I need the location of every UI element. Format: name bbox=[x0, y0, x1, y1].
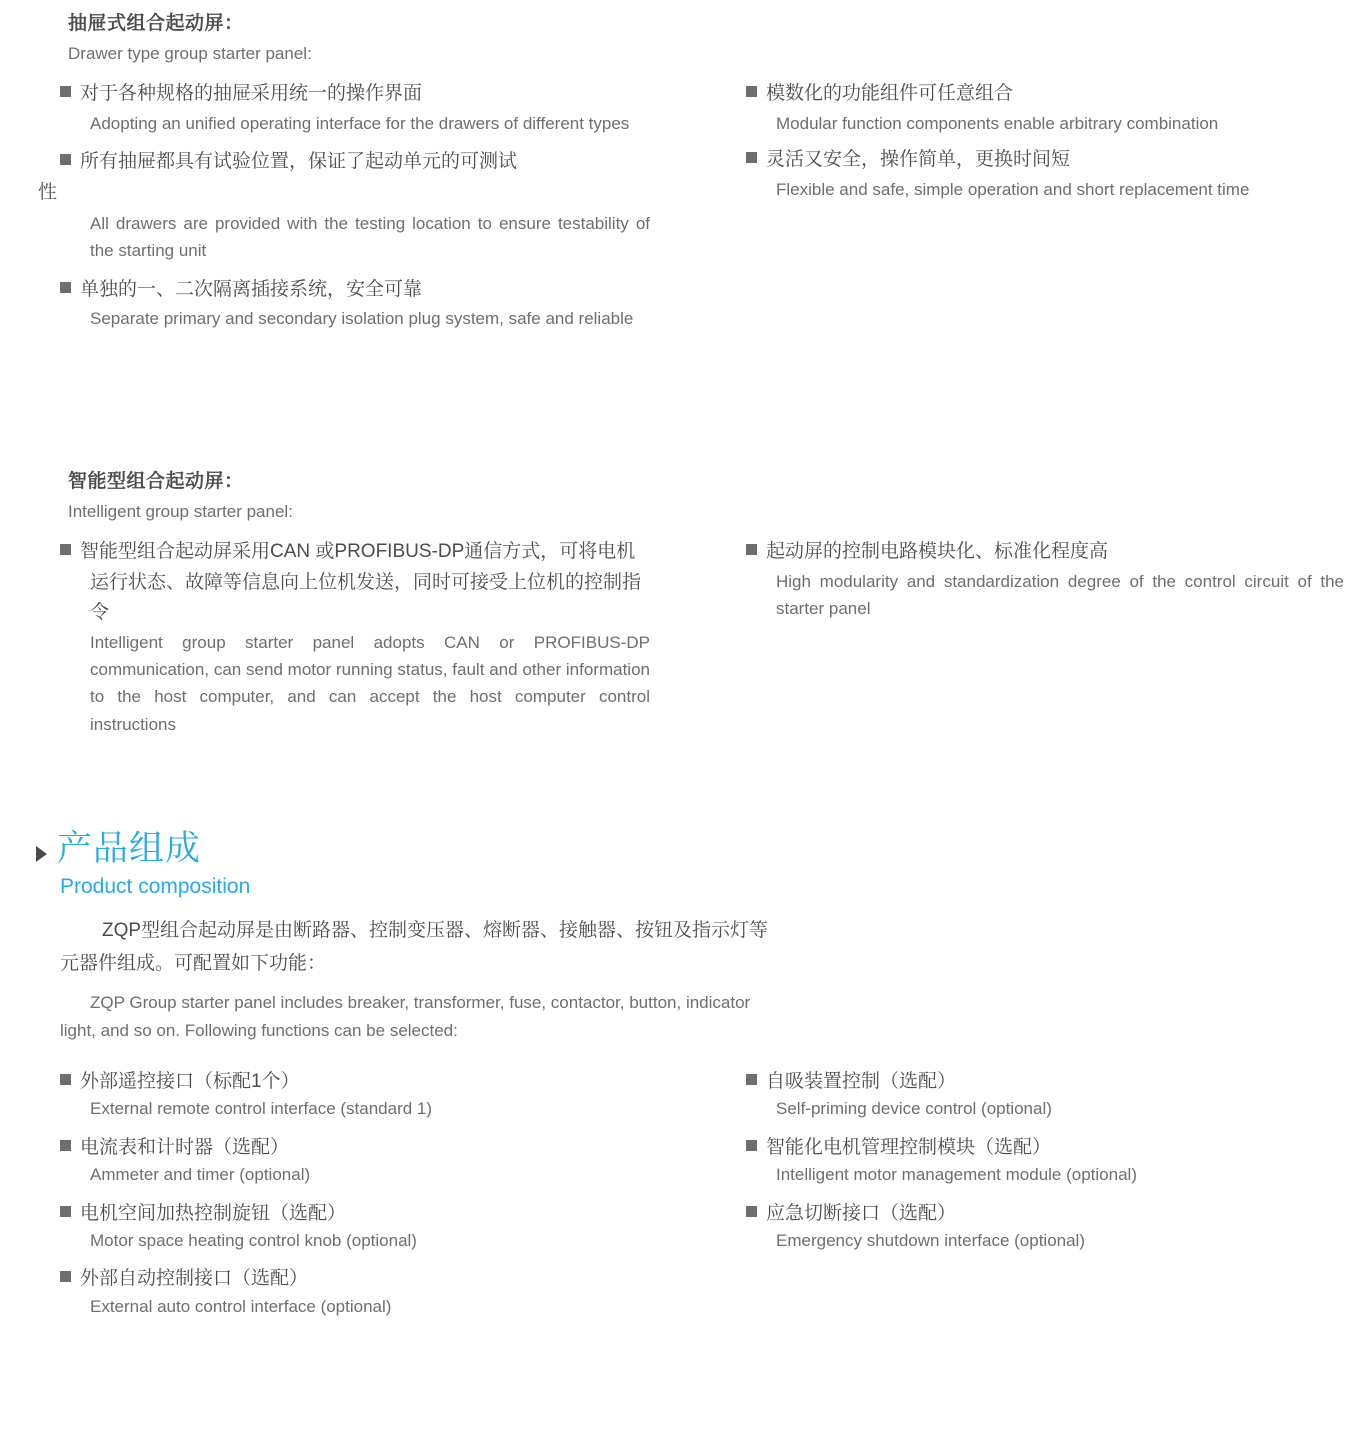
feature-left-4-en: External auto control interface (optional) bbox=[90, 1296, 392, 1316]
drawer-right-item-2 bbox=[746, 145, 1346, 203]
drawer-right-item-1-cn: 模数化的功能组件可任意组合 bbox=[766, 82, 1014, 104]
drawer-left-column bbox=[38, 79, 650, 337]
feature-right-1-en: Self-priming device control (optional) bbox=[776, 1099, 1052, 1119]
intelligent-right-item-1-cn-wrap bbox=[746, 537, 1346, 568]
feature-right-3-cn: 应急切断接口（选配） bbox=[766, 1202, 957, 1224]
feature-left-3-cn: 电机空间加热控制旋钮（选配） bbox=[80, 1202, 347, 1224]
drawer-left-item-1-cn-wrap bbox=[60, 79, 640, 110]
intelligent-heading-cn: 智能型组合起动屏： bbox=[68, 471, 244, 492]
bullet-square-icon bbox=[60, 544, 71, 555]
bullet-square-icon bbox=[60, 282, 71, 293]
bullet-square-icon bbox=[746, 1140, 757, 1151]
feature-left-2 bbox=[60, 1133, 660, 1189]
drawer-left-item-3-cn: 单独的一、二次隔离插接系统，安全可靠 bbox=[80, 278, 423, 300]
feature-right-2 bbox=[746, 1133, 1346, 1189]
drawer-right-column bbox=[746, 79, 1346, 207]
bullet-square-icon bbox=[60, 154, 71, 165]
feature-left-3 bbox=[60, 1199, 660, 1255]
intelligent-right-item-1 bbox=[746, 537, 1346, 622]
feature-left-4 bbox=[60, 1264, 660, 1320]
feature-right-3 bbox=[746, 1199, 1346, 1255]
intelligent-heading-en: Intelligent group starter panel: bbox=[68, 501, 293, 521]
intelligent-columns bbox=[60, 537, 1344, 787]
feature-left-4-cn-wrap bbox=[60, 1264, 660, 1293]
intelligent-left-item-1 bbox=[60, 537, 650, 738]
product-composition-section bbox=[36, 828, 1316, 1367]
feature-left-1-cn-wrap bbox=[60, 1067, 660, 1096]
drawer-right-item-1-cn-wrap bbox=[746, 79, 1346, 110]
drawer-left-item-1 bbox=[60, 79, 640, 137]
feature-left-1-cn: 外部遥控接口（标配1个） bbox=[80, 1070, 300, 1092]
feature-left-1-en: External remote control interface (standard 1) bbox=[90, 1099, 433, 1119]
bullet-square-icon bbox=[746, 1206, 757, 1217]
feature-right-1-cn-wrap bbox=[746, 1067, 1346, 1096]
product-features-columns bbox=[36, 1067, 1316, 1367]
drawer-left-item-2 bbox=[38, 147, 650, 265]
drawer-left-item-2-cn-wrap bbox=[60, 147, 640, 178]
drawer-left-item-1-cn: 对于各种规格的抽屉采用统一的操作界面 bbox=[80, 82, 423, 104]
intelligent-left-item-1-en: Intelligent group starter panel adopts CAN or PROFIBUS-DP communication, can send motor running status, fault and other information to the host computer, and can accept the host computer control instructions bbox=[90, 633, 650, 734]
drawer-right-item-2-cn: 灵活又安全，操作简单，更换时间短 bbox=[766, 148, 1071, 170]
feature-right-3-cn-wrap bbox=[746, 1199, 1346, 1228]
drawer-left-item-3-cn-wrap bbox=[60, 275, 640, 306]
intelligent-right-item-1-en: High modularity and standardization degree of the control circuit of the starter panel bbox=[776, 571, 1344, 618]
intelligent-right-item-1-cn: 起动屏的控制电路模块化、标准化程度高 bbox=[766, 540, 1109, 562]
feature-left-2-cn: 电流表和计时器（选配） bbox=[80, 1136, 290, 1158]
product-features-right bbox=[746, 1067, 1346, 1264]
intelligent-left-column bbox=[60, 537, 650, 742]
intelligent-right-column bbox=[746, 537, 1346, 626]
feature-right-1-cn: 自吸装置控制（选配） bbox=[766, 1070, 957, 1092]
feature-left-3-en: Motor space heating control knob (optional) bbox=[90, 1230, 417, 1250]
bullet-square-icon bbox=[746, 1074, 757, 1085]
drawer-right-item-1 bbox=[746, 79, 1346, 137]
bullet-square-icon bbox=[60, 86, 71, 97]
intro-en-line-2: light, and so on. Following functions can be selected: bbox=[60, 1020, 458, 1040]
feature-left-2-cn-wrap bbox=[60, 1133, 660, 1162]
feature-right-3-en: Emergency shutdown interface (optional) bbox=[776, 1230, 1085, 1250]
bullet-square-icon bbox=[60, 1271, 71, 1282]
intro-cn-line-2: 元器件组成。可配置如下功能： bbox=[60, 952, 327, 974]
feature-right-2-en: Intelligent motor management module (optional) bbox=[776, 1165, 1137, 1185]
intro-en-line-1: ZQP Group starter panel includes breaker, transformer, fuse, contactor, button, indicator bbox=[90, 992, 751, 1012]
bullet-square-icon bbox=[60, 1140, 71, 1151]
drawer-right-item-2-en: Flexible and safe, simple operation and short replacement time bbox=[776, 179, 1250, 199]
feature-right-2-cn: 智能化电机管理控制模块（选配） bbox=[766, 1136, 1052, 1158]
drawer-left-item-3 bbox=[60, 275, 640, 333]
drawer-heading-en: Drawer type group starter panel: bbox=[68, 43, 312, 63]
bullet-square-icon bbox=[746, 152, 757, 163]
drawer-columns bbox=[38, 79, 1290, 459]
intelligent-left-item-1-cn: 智能型组合起动屏采用CAN 或PROFIBUS-DP通信方式，可将电机运行状态、故障等信息向上位机发送，同时可接受上位机的控制指令 bbox=[80, 540, 642, 624]
feature-left-3-cn-wrap bbox=[60, 1199, 660, 1228]
product-composition-title-en: Product composition bbox=[60, 875, 251, 898]
feature-left-4-cn: 外部自动控制接口（选配） bbox=[80, 1268, 309, 1290]
drawer-right-item-2-cn-wrap bbox=[746, 145, 1346, 176]
feature-left-2-en: Ammeter and timer (optional) bbox=[90, 1165, 311, 1185]
drawer-section bbox=[38, 12, 1290, 459]
drawer-right-item-1-en: Modular function components enable arbitrary combination bbox=[776, 113, 1219, 133]
product-composition-intro bbox=[60, 915, 1160, 1045]
drawer-heading-cn: 抽屉式组合起动屏： bbox=[68, 13, 244, 34]
product-composition-header bbox=[36, 828, 1316, 870]
triangle-bullet-icon bbox=[36, 846, 47, 862]
drawer-left-item-2-cn-cont: 性 bbox=[38, 181, 58, 203]
drawer-left-item-1-en: Adopting an unified operating interface for the drawers of different types bbox=[90, 113, 630, 133]
drawer-left-item-3-en: Separate primary and secondary isolation plug system, safe and reliable bbox=[90, 309, 634, 329]
bullet-square-icon bbox=[746, 544, 757, 555]
intelligent-section bbox=[60, 470, 1344, 787]
feature-left-1 bbox=[60, 1067, 660, 1123]
drawer-left-item-2-cn: 所有抽屉都具有试验位置，保证了起动单元的可测试 bbox=[80, 150, 518, 172]
intro-cn-line-1: ZQP型组合起动屏是由断路器、控制变压器、熔断器、接触器、按钮及指示灯等 bbox=[102, 920, 769, 942]
feature-right-1 bbox=[746, 1067, 1346, 1123]
bullet-square-icon bbox=[746, 86, 757, 97]
feature-right-2-cn-wrap bbox=[746, 1133, 1346, 1162]
product-composition-title-cn: 产品组成 bbox=[57, 829, 202, 868]
drawer-left-item-2-en: All drawers are provided with the testing location to ensure testability of the starting unit bbox=[90, 214, 650, 261]
product-features-left bbox=[60, 1067, 660, 1330]
bullet-square-icon bbox=[60, 1074, 71, 1085]
bullet-square-icon bbox=[60, 1206, 71, 1217]
intelligent-left-item-1-cn-wrap bbox=[60, 537, 650, 629]
